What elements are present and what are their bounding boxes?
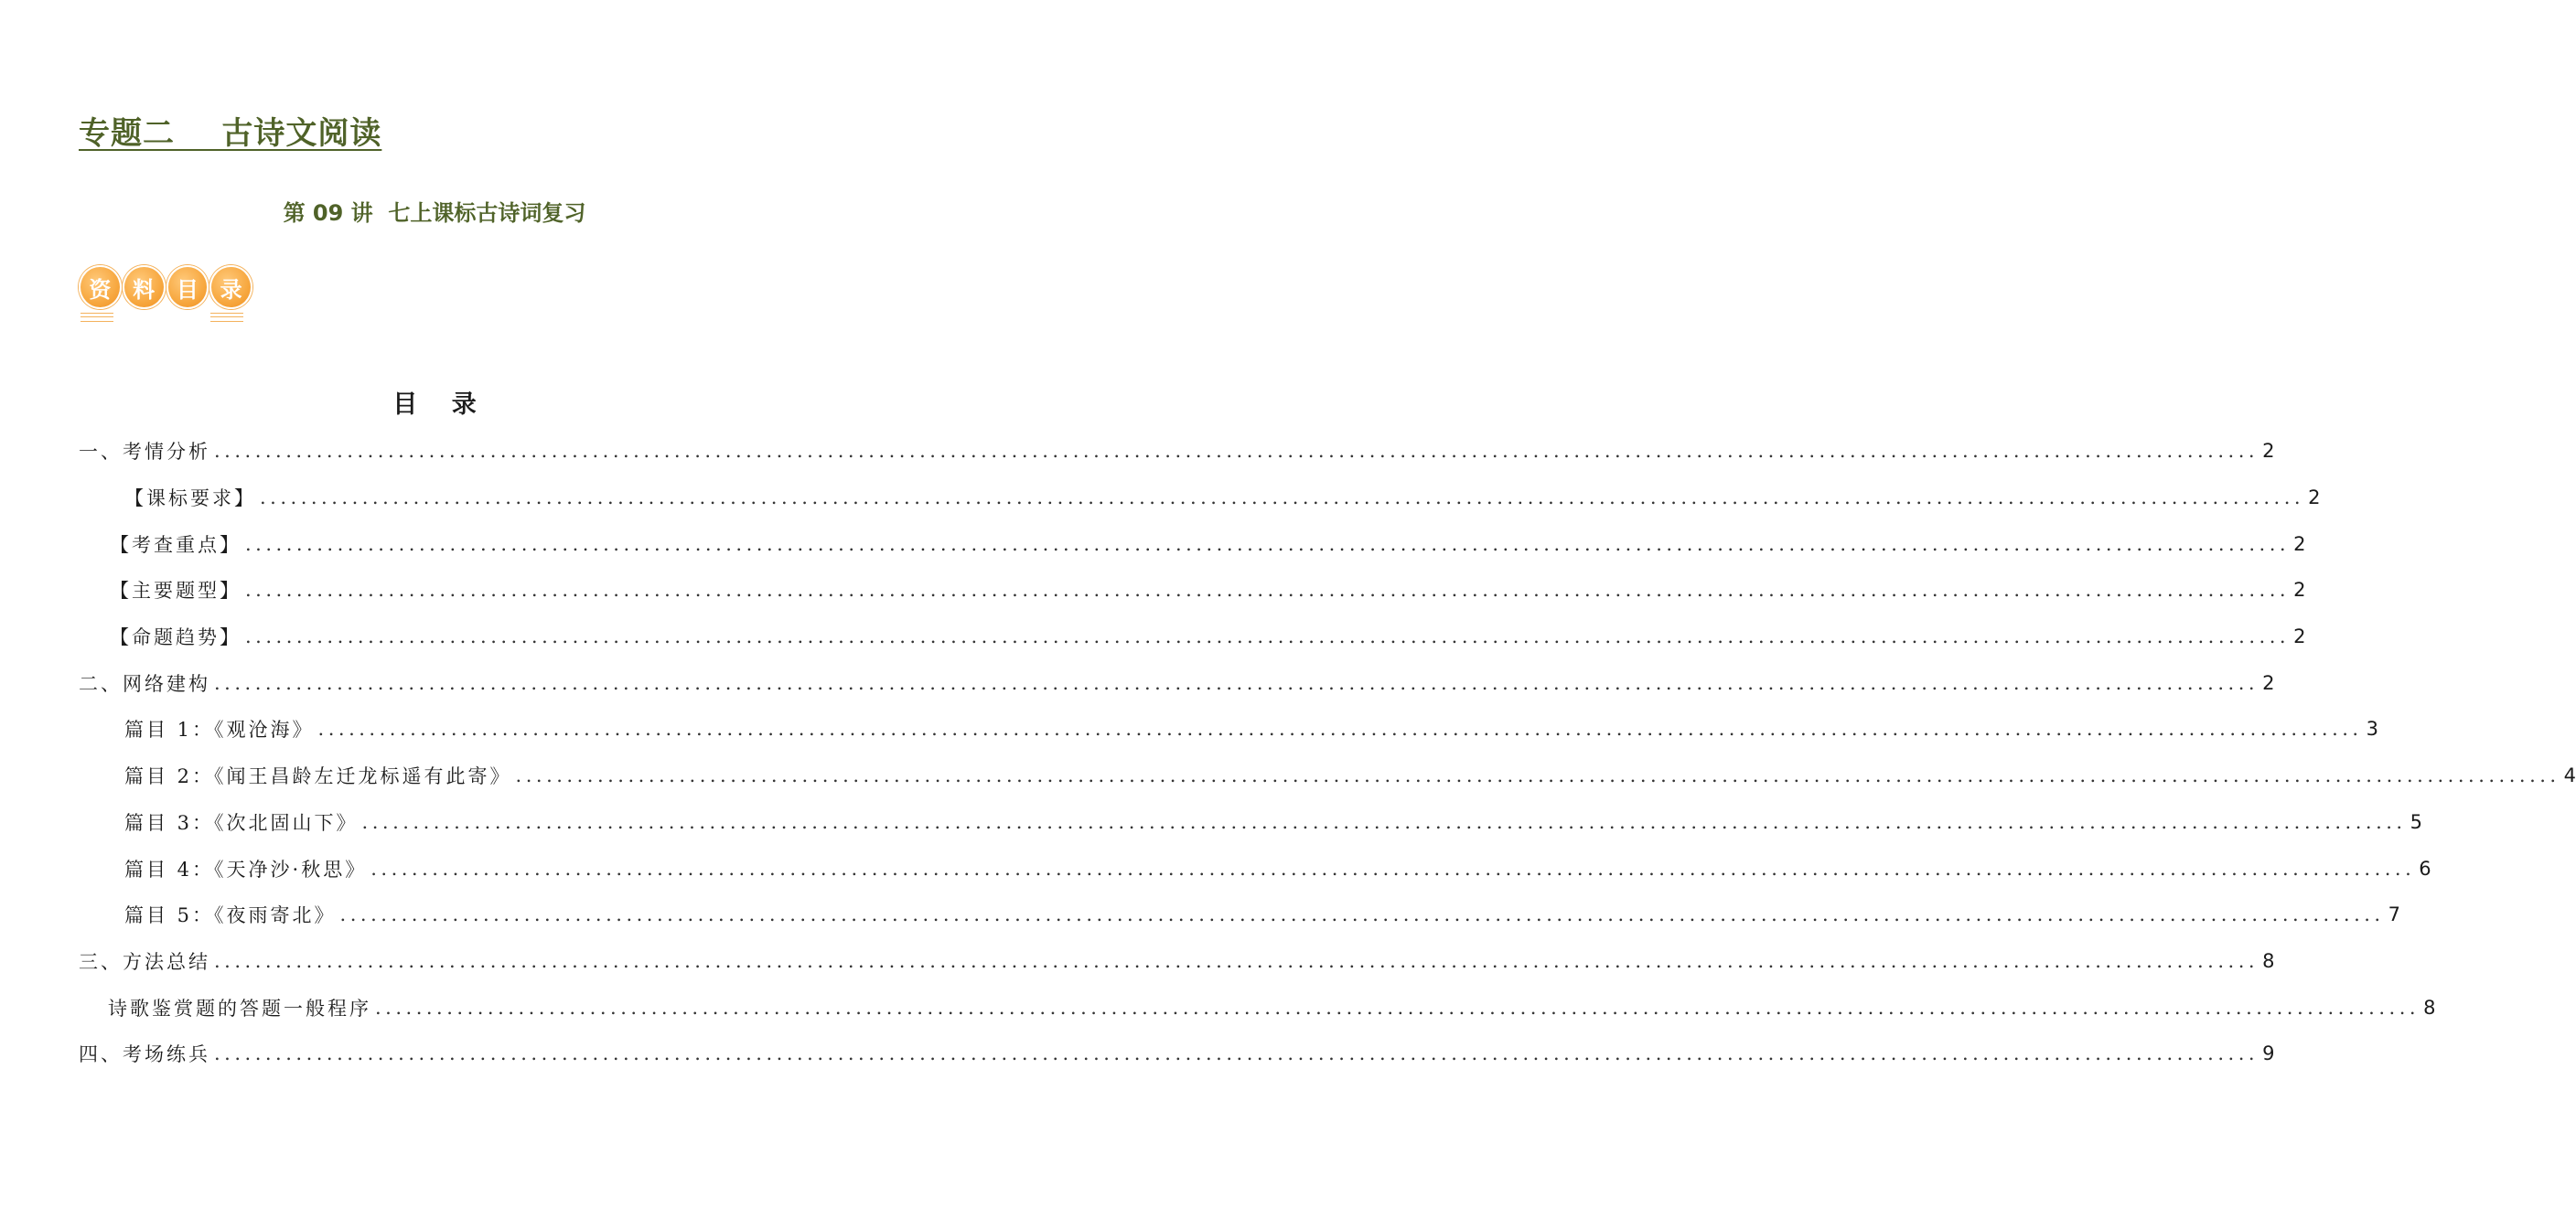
toc-entry-label: 篇目 5：《夜雨寄北》: [124, 904, 337, 927]
toc-heading: 目 录: [392, 390, 477, 419]
toc-leader: ........................................................................................................................................................................................................: [317, 718, 2363, 741]
toc-entry-label: 三、方法总结: [79, 950, 210, 973]
toc-page-number: 8: [2262, 949, 2275, 972]
toc-entry-label: 【课标要求】: [124, 487, 256, 510]
toc-entry-label: 篇目 4：《天净沙·秋思》: [124, 858, 368, 881]
toc-leader: ........................................................................................................................................................................................................: [245, 625, 2291, 648]
toc-leader: ........................................................................................................................................................................................................: [370, 857, 2416, 880]
toc-leader: ........................................................................................................................................................................................................: [214, 671, 2259, 694]
toc-page-number: 2: [2293, 625, 2306, 648]
toc-page-number: 8: [2423, 996, 2436, 1019]
toc-entry-label: 【考查重点】: [110, 533, 242, 556]
toc-leader: ........................................................................................................................................................................................................: [375, 996, 2420, 1019]
toc-page-number: 6: [2419, 857, 2431, 880]
toc-leader: ........................................................................................................................................................................................................: [245, 532, 2291, 555]
toc-entry[interactable]: [79, 753, 2576, 799]
badge-char: 料: [123, 265, 166, 309]
toc-entry-label: 篇目 3：《次北固山下》: [124, 811, 359, 834]
toc-page-number: 2: [2308, 486, 2321, 509]
toc-entry[interactable]: [79, 984, 2436, 1031]
toc-leader: ........................................................................................................................................................................................................: [515, 764, 2560, 787]
badge-char: 目: [166, 265, 209, 309]
toc-entry-label: 篇目 2：《闻王昌龄左迁龙标遥有此寄》: [124, 765, 512, 788]
toc-entry-label: 二、网络建构: [79, 672, 210, 695]
materials-toc-badge: [79, 265, 252, 322]
toc-entry[interactable]: [79, 845, 2431, 892]
toc-entry[interactable]: [79, 892, 2400, 938]
toc-page-number: 3: [2366, 718, 2378, 741]
toc-entry[interactable]: [79, 475, 2321, 521]
toc-entry[interactable]: [79, 428, 2275, 475]
toc-entry-label: 一、考情分析: [79, 441, 210, 464]
lecture-title: 第 09 讲 七上课标古诗词复习: [283, 200, 586, 226]
toc-leader: ........................................................................................................................................................................................................: [214, 440, 2259, 463]
toc-entry[interactable]: [79, 706, 2378, 753]
toc-page-number: 7: [2388, 903, 2400, 926]
toc-page-number: 2: [2262, 671, 2275, 694]
toc-leader: ........................................................................................................................................................................................................: [214, 1042, 2259, 1065]
toc-entry-label: 篇目 1：《观沧海》: [124, 719, 315, 742]
toc-leader: ........................................................................................................................................................................................................: [339, 903, 2385, 926]
toc-page-number: 4: [2563, 764, 2576, 787]
toc-page-number: 2: [2293, 579, 2306, 602]
topic-title: 专题二 古诗文阅读: [79, 115, 382, 152]
toc-leader: ........................................................................................................................................................................................................: [260, 486, 2305, 509]
toc-entry-label: 【命题趋势】: [110, 626, 242, 649]
toc-leader: ........................................................................................................................................................................................................: [245, 579, 2291, 602]
toc-entry[interactable]: [79, 614, 2306, 660]
toc-entry-label: 诗歌鉴赏题的答题一般程序: [108, 997, 371, 1020]
toc-leader: ........................................................................................................................................................................................................: [214, 949, 2259, 972]
toc-page-number: 2: [2293, 532, 2306, 555]
toc-page-number: 2: [2262, 440, 2275, 463]
toc-entry[interactable]: [79, 567, 2306, 614]
toc-page-number: 9: [2262, 1042, 2275, 1065]
toc-entry-label: 四、考场练兵: [79, 1043, 210, 1066]
badge-char: 资: [79, 265, 122, 309]
toc-entry[interactable]: [79, 1031, 2275, 1077]
toc-page-number: 5: [2410, 810, 2422, 833]
toc-entry[interactable]: [79, 799, 2422, 846]
table-of-contents: [79, 428, 2576, 1077]
badge-char: 录: [209, 265, 252, 309]
badge-decor-lines: [210, 313, 243, 322]
toc-entry-label: 【主要题型】: [110, 580, 242, 603]
badge-decor-lines: [80, 313, 113, 322]
toc-entry[interactable]: [79, 659, 2275, 706]
toc-leader: ........................................................................................................................................................................................................: [361, 810, 2407, 833]
toc-entry[interactable]: [79, 520, 2306, 567]
toc-entry[interactable]: [79, 938, 2275, 985]
